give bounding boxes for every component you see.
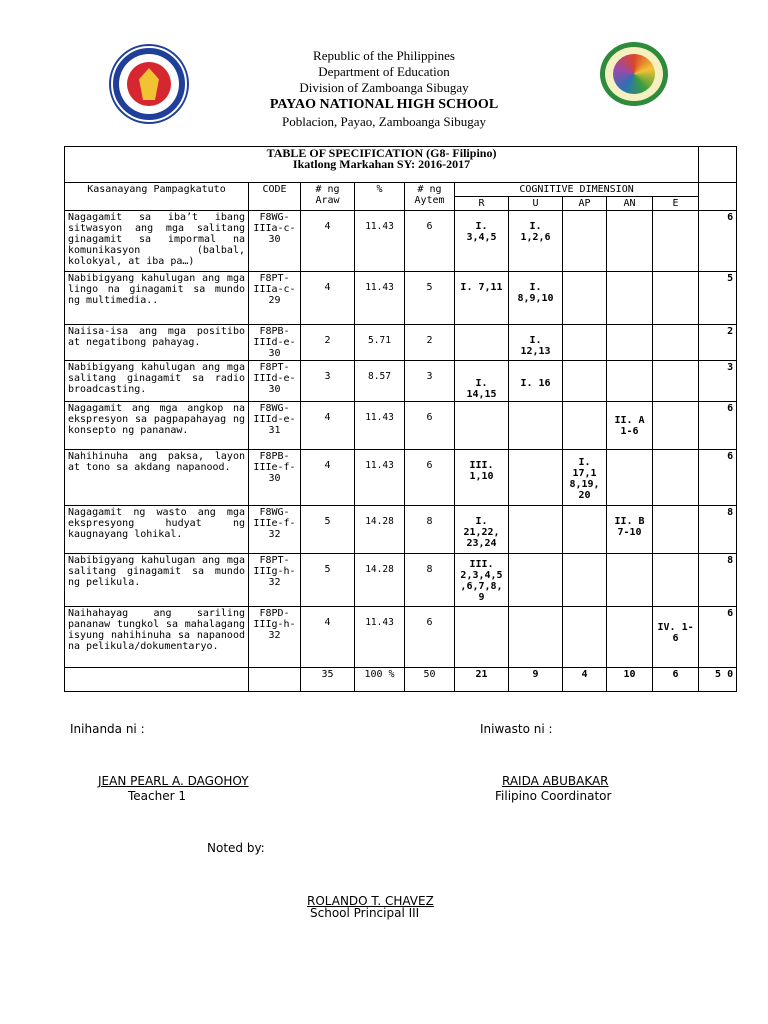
competency-cell: Nahihinuha ang paksa, layon at tono sa akdang napanood. xyxy=(65,450,249,506)
table-title xyxy=(65,147,699,183)
days-cell: 4 xyxy=(324,221,331,232)
percent-cell: 14.28 xyxy=(365,516,394,527)
percent-cell: 11.43 xyxy=(365,460,394,471)
header-percent: % xyxy=(355,183,405,211)
e-cell xyxy=(653,450,699,506)
row-total-cell: 6 xyxy=(699,607,737,668)
row-total-cell: 8 xyxy=(699,554,737,607)
days-cell: 4 xyxy=(324,282,331,293)
competency-cell: Nabibigyang kahulugan ang mga lingo na ginagamit sa mundo ng multimedia.. xyxy=(65,272,249,325)
ap-cell xyxy=(563,554,607,607)
code-cell: F8PT-IIId-e-30 xyxy=(249,361,301,402)
document-header xyxy=(0,48,768,130)
checked-by-name: RAIDA ABUBAKAR xyxy=(502,774,609,788)
header-an: AN xyxy=(607,197,653,211)
items-cell: 6 xyxy=(426,460,433,471)
items-cell: 6 xyxy=(426,221,433,232)
competency-cell: Naiisa-isa ang mga positibo at negatibong pahayag. xyxy=(65,325,249,361)
empty-corner-cell xyxy=(699,147,737,183)
percent-cell: 5.71 xyxy=(368,335,391,346)
an-cell: II. A 1-6 xyxy=(614,415,645,437)
an-cell xyxy=(607,450,653,506)
e-cell xyxy=(653,211,699,272)
row-total-cell: 8 xyxy=(699,506,737,554)
school-address: Poblacion, Payao, Zamboanga Sibugay xyxy=(282,114,486,129)
table-row xyxy=(65,506,737,554)
an-cell xyxy=(607,325,653,361)
u-cell: I. 16 xyxy=(520,378,551,389)
r-cell xyxy=(455,607,509,668)
e-cell xyxy=(653,272,699,325)
ap-cell xyxy=(563,607,607,668)
an-cell: II. B 7-10 xyxy=(614,516,645,538)
header-line-3: Division of Zamboanga Sibugay xyxy=(299,80,469,95)
prepared-by-name: JEAN PEARL A. DAGOHOY xyxy=(98,774,249,788)
total-ap: 4 xyxy=(563,668,607,692)
row-total-cell: 6 xyxy=(699,211,737,272)
competency-cell: Naihahayag ang sariling pananaw tungkol sa mahalagang isyung nahihinuha sa napanood na pelikula/dokumentaryo. xyxy=(65,607,249,668)
u-cell xyxy=(509,402,563,450)
row-total-cell: 6 xyxy=(699,402,737,450)
r-cell: I. 7,11 xyxy=(460,282,503,293)
r-cell: I. 14,15 xyxy=(466,378,497,400)
days-cell: 5 xyxy=(324,564,331,575)
code-cell: F8PD-IIIg-h-32 xyxy=(249,607,301,668)
u-cell: I. 12,13 xyxy=(520,335,551,357)
percent-cell: 11.43 xyxy=(365,221,394,232)
ap-cell xyxy=(563,361,607,402)
an-cell xyxy=(607,211,653,272)
items-cell: 8 xyxy=(426,516,433,527)
an-cell xyxy=(607,607,653,668)
r-cell xyxy=(455,325,509,361)
total-percent: 100 % xyxy=(355,668,405,692)
u-cell: I. 8,9,10 xyxy=(517,282,554,304)
code-cell: F8WG-IIIa-c-30 xyxy=(249,211,301,272)
competency-cell: Nagagamit ng wasto ang mga ekspresyong hudyat ng kaugnayang lohikal. xyxy=(65,506,249,554)
row-total-cell: 5 xyxy=(699,272,737,325)
ap-cell xyxy=(563,506,607,554)
header-e: E xyxy=(653,197,699,211)
header-code: CODE xyxy=(249,183,301,211)
prepared-by-title: Teacher 1 xyxy=(128,789,186,803)
totals-code-blank xyxy=(249,668,301,692)
header-items: # ng Aytem xyxy=(405,183,455,211)
competency-cell: Nabibigyang kahulugan ang mga salitang ginagamit sa radio broadcasting. xyxy=(65,361,249,402)
code-cell: F8WG-IIId-e-31 xyxy=(249,402,301,450)
ap-cell: I. 17,1 8,19, 20 xyxy=(569,457,600,501)
row-total-cell: 3 xyxy=(699,361,737,402)
header-cognitive-dimension: COGNITIVE DIMENSION xyxy=(455,183,699,197)
items-cell: 3 xyxy=(426,371,433,382)
table-row xyxy=(65,450,737,506)
table-row xyxy=(65,361,737,402)
header-total-blank xyxy=(699,183,737,211)
total-items: 50 xyxy=(405,668,455,692)
grand-total: 5 0 xyxy=(699,668,737,692)
items-cell: 8 xyxy=(426,564,433,575)
u-cell xyxy=(509,450,563,506)
table-row xyxy=(65,402,737,450)
percent-cell: 11.43 xyxy=(365,282,394,293)
totals-row xyxy=(65,668,737,692)
totals-label-blank xyxy=(65,668,249,692)
header-u: U xyxy=(509,197,563,211)
header-line-1: Republic of the Philippines xyxy=(313,48,455,63)
table-title-line-1: TABLE OF SPECIFICATION (G8- Filipino) xyxy=(266,146,497,160)
table-row xyxy=(65,554,737,607)
header-days: # ng Araw xyxy=(301,183,355,211)
an-cell xyxy=(607,272,653,325)
total-r: 21 xyxy=(455,668,509,692)
days-cell: 3 xyxy=(324,371,331,382)
u-cell xyxy=(509,506,563,554)
table-row xyxy=(65,607,737,668)
e-cell: IV. 1-6 xyxy=(657,622,694,644)
competency-cell: Nagagamit sa iba’t ibang sitwasyon ang mga salitang ginagamit sa impormal na komunikasyon (balbal, kolokyal, at iba pa…) xyxy=(65,211,249,272)
items-cell: 5 xyxy=(426,282,433,293)
e-cell xyxy=(653,361,699,402)
school-name: PAYAO NATIONAL HIGH SCHOOL xyxy=(269,97,499,112)
header-competency: Kasanayang Pampagkatuto xyxy=(65,183,249,211)
code-cell: F8WG-IIIe-f-32 xyxy=(249,506,301,554)
header-r: R xyxy=(455,197,509,211)
percent-cell: 14.28 xyxy=(365,564,394,575)
r-cell: III. 2,3,4,5 ,6,7,8, 9 xyxy=(460,559,503,603)
e-cell xyxy=(653,554,699,607)
header-ap: AP xyxy=(563,197,607,211)
r-cell xyxy=(455,402,509,450)
days-cell: 4 xyxy=(324,412,331,423)
checked-by-title: Filipino Coordinator xyxy=(495,789,612,803)
u-cell xyxy=(509,554,563,607)
u-cell: I. 1,2,6 xyxy=(520,221,551,243)
an-cell xyxy=(607,554,653,607)
percent-cell: 11.43 xyxy=(365,617,394,628)
noted-by-title: School Principal III xyxy=(310,906,420,920)
percent-cell: 8.57 xyxy=(368,371,391,382)
items-cell: 6 xyxy=(426,412,433,423)
u-cell xyxy=(509,607,563,668)
percent-cell: 11.43 xyxy=(365,412,394,423)
days-cell: 4 xyxy=(324,617,331,628)
total-u: 9 xyxy=(509,668,563,692)
noted-by-label: Noted by: xyxy=(207,841,265,855)
total-an: 10 xyxy=(607,668,653,692)
days-cell: 5 xyxy=(324,516,331,527)
table-title-line-2: Ikatlong Markahan SY: 2016-2017 xyxy=(292,157,471,171)
e-cell xyxy=(653,325,699,361)
r-cell: III. 1,10 xyxy=(469,460,494,482)
e-cell xyxy=(653,402,699,450)
total-days: 35 xyxy=(301,668,355,692)
items-cell: 6 xyxy=(426,617,433,628)
code-cell: F8PT-IIIa-c-29 xyxy=(249,272,301,325)
competency-cell: Nabibigyang kahulugan ang mga salitang ginagamit sa mundo ng pelikula. xyxy=(65,554,249,607)
header-line-2: Department of Education xyxy=(318,64,450,79)
days-cell: 4 xyxy=(324,460,331,471)
table-of-specification xyxy=(64,146,737,692)
an-cell xyxy=(607,361,653,402)
row-total-cell: 2 xyxy=(699,325,737,361)
ap-cell xyxy=(563,211,607,272)
table-row xyxy=(65,211,737,272)
prepared-by-label: Inihanda ni : xyxy=(70,722,145,736)
noted-by-name: ROLANDO T. CHAVEZ xyxy=(307,894,434,908)
ap-cell xyxy=(563,402,607,450)
competency-cell: Nagagamit ang mga angkop na ekspresyon sa pagpapahayag ng konsepto ng pananaw. xyxy=(65,402,249,450)
code-cell: F8PT-IIIg-h-32 xyxy=(249,554,301,607)
r-cell: I. 3,4,5 xyxy=(466,221,497,243)
e-cell xyxy=(653,506,699,554)
total-e: 6 xyxy=(653,668,699,692)
ap-cell xyxy=(563,272,607,325)
table-row xyxy=(65,325,737,361)
row-total-cell: 6 xyxy=(699,450,737,506)
ap-cell xyxy=(563,325,607,361)
code-cell: F8PB-IIIe-f-30 xyxy=(249,450,301,506)
days-cell: 2 xyxy=(324,335,331,346)
checked-by-label: Iniwasto ni : xyxy=(480,722,553,736)
items-cell: 2 xyxy=(426,335,433,346)
code-cell: F8PB-IIId-e-30 xyxy=(249,325,301,361)
r-cell: I. 21,22, 23,24 xyxy=(463,516,500,549)
table-row xyxy=(65,272,737,325)
